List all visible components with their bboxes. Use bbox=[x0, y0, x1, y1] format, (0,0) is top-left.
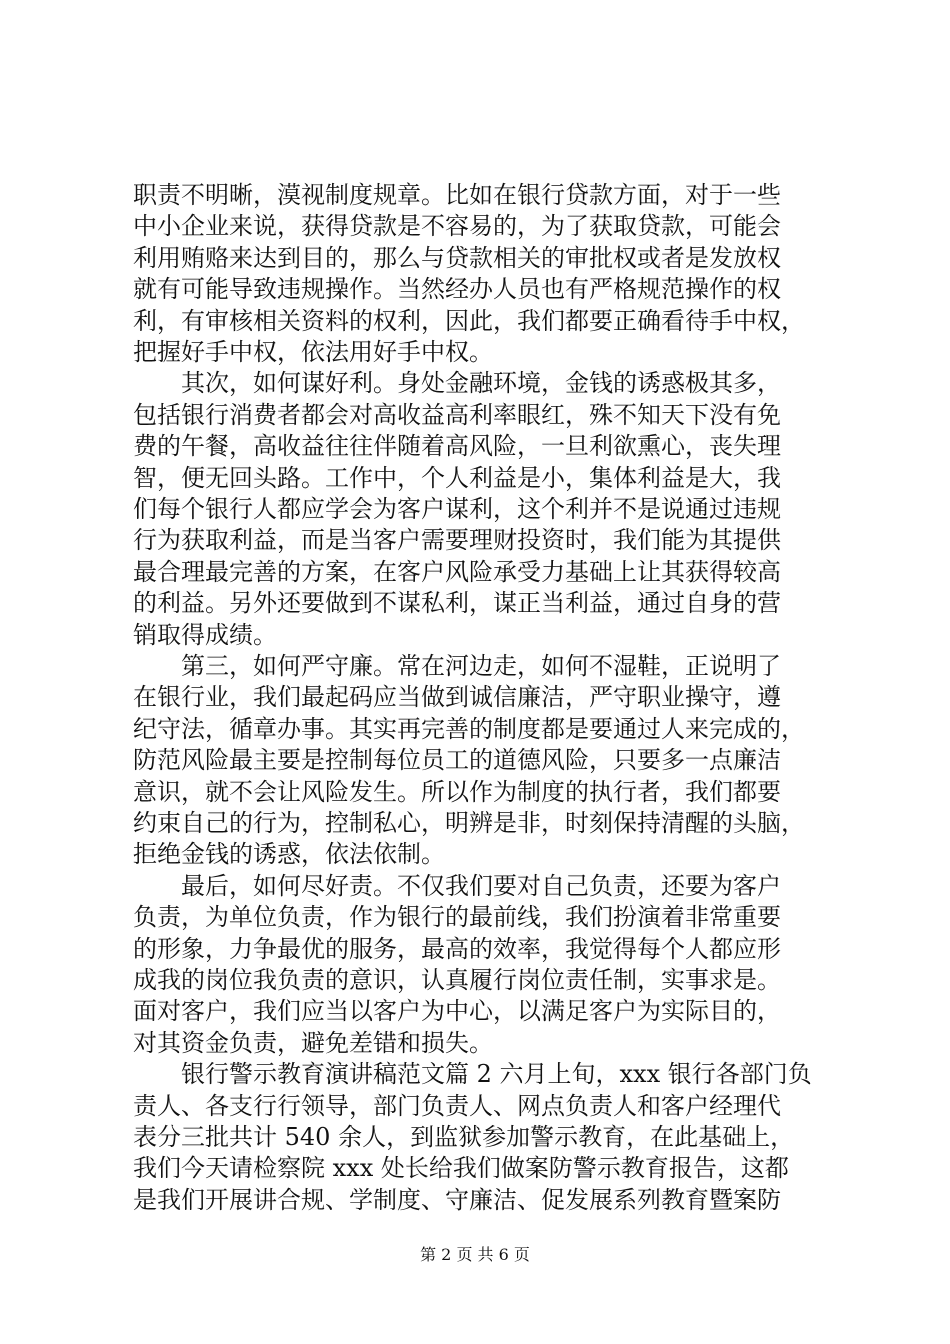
text-line: 最合理最完善的方案，在客户风险承受力基础上让其获得较高 bbox=[133, 557, 781, 586]
text-line: 在银行业，我们最起码应当做到诚信廉洁，严守职业操守，遵 bbox=[133, 683, 781, 712]
text-line: 的形象，力争最优的服务，最高的效率，我觉得每个人都应形 bbox=[133, 934, 781, 963]
text-line: 拒绝金钱的诱惑，依法依制。 bbox=[133, 840, 445, 869]
text-line: 我们今天请检察院 xxx 处长给我们做案防警示教育报告，这都 bbox=[133, 1154, 789, 1183]
page-number-footer: 第 2 页 共 6 页 bbox=[420, 1245, 530, 1264]
text-line: 就有可能导致违规操作。当然经办人员也有严格规范操作的权 bbox=[133, 275, 781, 304]
text-line: 们每个银行人都应学会为客户谋利，这个利并不是说通过违规 bbox=[133, 495, 781, 523]
text-line: 负责，为单位负责，作为银行的最前线，我们扮演着非常重要 bbox=[133, 903, 781, 932]
text-line: 纪守法，循章办事。其实再完善的制度都是要通过人来完成的， bbox=[133, 714, 805, 743]
text-line: 其次，如何谋好利。身处金融环境，金钱的诱惑极其多， bbox=[133, 369, 781, 398]
text-line: 销取得成绩。 bbox=[133, 620, 277, 649]
text-line: 行为获取利益，而是当客户需要理财投资时，我们能为其提供 bbox=[133, 526, 781, 555]
text-line: 最后，如何尽好责。不仅我们要对自己负责，还要为客户 bbox=[133, 871, 781, 900]
text-line: 利用贿赂来达到目的，那么与贷款相关的审批权或者是发放权 bbox=[133, 243, 781, 272]
text-line: 职责不明晰，漠视制度规章。比如在银行贷款方面，对于一些 bbox=[133, 181, 781, 209]
text-line: 面对客户，我们应当以客户为中心，以满足客户为实际目的， bbox=[133, 997, 781, 1026]
text-line: 对其资金负责，避免差错和损失。 bbox=[133, 1028, 493, 1057]
text-line: 智，便无回头路。工作中，个人利益是小，集体利益是大，我 bbox=[133, 463, 781, 492]
text-line: 是我们开展讲合规、学制度、守廉洁、促发展系列教育暨案防 bbox=[133, 1185, 781, 1214]
text-line: 责人、各支行行领导，部门负责人、网点负责人和客户经理代 bbox=[133, 1091, 781, 1120]
text-line: 表分三批共计 540 余人，到监狱参加警示教育，在此基础上， bbox=[133, 1123, 795, 1151]
text-line: 的利益。另外还要做到不谋私利，谋正当利益，通过自身的营 bbox=[133, 589, 781, 618]
text-line: 利，有审核相关资料的权利，因此，我们都要正确看待手中权， bbox=[133, 306, 805, 335]
text-line: 约束自己的行为，控制私心，明辨是非，时刻保持清醒的头脑， bbox=[133, 809, 805, 837]
text-line: 中小企业来说，获得贷款是不容易的，为了获取贷款，可能会 bbox=[133, 212, 781, 241]
text-line: 成我的岗位我负责的意识，认真履行岗位责任制，实事求是。 bbox=[133, 966, 781, 994]
text-line: 把握好手中权，依法用好手中权。 bbox=[133, 338, 493, 366]
text-line: 意识，就不会让风险发生。所以作为制度的执行者，我们都要 bbox=[133, 777, 781, 806]
text-line: 包括银行消费者都会对高收益高利率眼红，殊不知天下没有免 bbox=[133, 400, 781, 429]
text-line: 防范风险最主要是控制每位员工的道德风险，只要多一点廉洁 bbox=[133, 746, 781, 775]
text-line: 费的午餐，高收益往往伴随着高风险，一旦利欲熏心，丧失理 bbox=[133, 432, 781, 461]
text-line: 银行警示教育演讲稿范文篇 2 六月上旬，xxx 银行各部门负 bbox=[133, 1060, 812, 1089]
text-line: 第三，如何严守廉。常在河边走，如何不湿鞋，正说明了 bbox=[133, 652, 781, 680]
